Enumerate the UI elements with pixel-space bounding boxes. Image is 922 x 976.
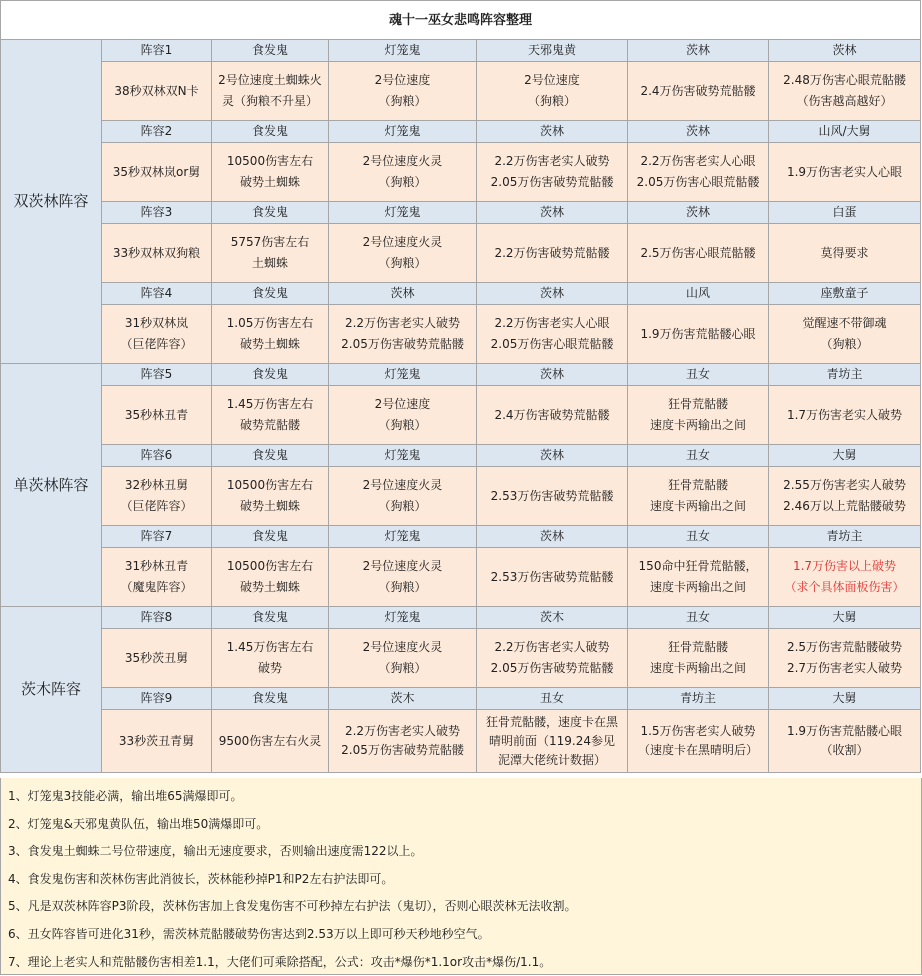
cell-line: 破势土蜘蛛: [239, 175, 300, 189]
cell-line: 土蜘蛛: [251, 256, 288, 270]
requirement-cell: [628, 548, 769, 607]
lineup-number: 阵容8: [102, 607, 212, 629]
lineup-detail-row: [1, 629, 921, 688]
cell-line: 35秒双林岚or舅: [112, 164, 201, 179]
cell-line: 1.7万伤害以上破势: [792, 559, 897, 573]
cell-line: （狗粮）: [378, 661, 427, 675]
cell-line: 2.05万伤害心眼荒骷髅: [636, 175, 760, 189]
cell-line: 1.9万伤害荒骷髅心眼: [640, 326, 756, 341]
requirement-cell: [212, 467, 329, 526]
cell-line: 2.2万伤害老实人破势: [494, 640, 610, 654]
requirement-cell: [212, 143, 329, 202]
requirement-cell: [329, 62, 477, 121]
cell-line: 灵（狗粮不升星）: [221, 94, 318, 108]
requirement-cell: [477, 143, 628, 202]
requirement-cell: [769, 548, 921, 607]
shikigami-name: 灯笼鬼: [329, 526, 477, 548]
shikigami-name: 茨林: [477, 202, 628, 224]
shikigami-name: 食发鬼: [212, 445, 329, 467]
cell-line: 2号位速度: [374, 397, 431, 411]
lineup-summary: [102, 143, 212, 202]
cell-line: 2.5万伤害荒骷髅破势: [786, 640, 903, 654]
shikigami-name: 茨林: [628, 202, 769, 224]
cell-line: 2.55万伤害老实人破势: [783, 478, 906, 492]
lineup-summary: [102, 62, 212, 121]
requirement-cell: [212, 386, 329, 445]
shikigami-name: 茨林: [477, 526, 628, 548]
cell-line: 破势: [257, 661, 282, 675]
cell-line: 1.7万伤害老实人破势: [786, 407, 903, 422]
note-line: 1、灯笼鬼3技能必满，输出堆65满爆即可。: [8, 789, 243, 803]
cell-line: 1.5万伤害老实人破势: [640, 724, 756, 738]
requirement-cell: [628, 305, 769, 364]
requirement-cell: [329, 305, 477, 364]
requirement-cell: [329, 143, 477, 202]
requirement-cell: [628, 62, 769, 121]
cell-line: 2.05万伤害破势荒骷髅: [341, 743, 464, 757]
shikigami-name: 大舅: [769, 445, 921, 467]
requirement-cell: [212, 710, 329, 773]
cell-line: （收割）: [820, 743, 869, 757]
cell-line: （速度卡在黑晴明后）: [637, 743, 758, 757]
shikigami-name: 茨林: [477, 283, 628, 305]
requirement-cell: [628, 629, 769, 688]
cell-line: 2.48万伤害心眼荒骷髅: [783, 73, 906, 87]
lineup-header-row: [1, 445, 921, 467]
group-label: 茨木阵容: [1, 607, 102, 773]
lineup-summary: [102, 548, 212, 607]
cell-line: 破势土蜘蛛: [239, 580, 300, 594]
shikigami-name: 食发鬼: [212, 40, 329, 62]
cell-line: 31秒双林岚: [124, 316, 189, 330]
requirement-cell: [628, 710, 769, 773]
shikigami-name: 青坊主: [628, 688, 769, 710]
lineup-header-row: [1, 526, 921, 548]
cell-line: （狗粮）: [378, 94, 427, 108]
cell-line: 2号位速度火灵: [362, 640, 443, 654]
requirement-cell: [769, 143, 921, 202]
requirement-cell: [477, 62, 628, 121]
lineup-summary: [102, 629, 212, 688]
cell-line: （狗粮）: [378, 175, 427, 189]
cell-line: 2号位速度火灵: [362, 154, 443, 168]
shikigami-name: 丑女: [628, 445, 769, 467]
note-line: 3、食发鬼土蜘蛛二号位带速度，输出无速度要求，否则输出速度需122以上。: [8, 844, 423, 859]
shikigami-name: 山风/大舅: [769, 121, 921, 143]
cell-line: 10500伤害左右: [226, 478, 314, 492]
lineup-detail-row: [1, 548, 921, 607]
shikigami-name: 茨林: [628, 40, 769, 62]
lineup-header-row: [1, 40, 921, 62]
cell-line: 2号位速度火灵: [362, 235, 443, 249]
shikigami-name: 食发鬼: [212, 283, 329, 305]
cell-line: 泥潭大佬统计数据）: [497, 752, 606, 767]
shikigami-name: 食发鬼: [212, 526, 329, 548]
cell-line: 2.2万伤害破势荒骷髅: [494, 245, 610, 260]
shikigami-name: 大舅: [769, 607, 921, 629]
lineup-detail-row: [1, 62, 921, 121]
cell-line: 狂骨荒骷髅: [667, 640, 728, 654]
cell-line: 2.53万伤害破势荒骷髅: [490, 569, 614, 584]
note-line: 4、食发鬼伤害和茨林伤害此消彼长，茨林能秒掉P1和P2左右护法即可。: [8, 871, 394, 886]
cell-line: 1.9万伤害老实人心眼: [786, 164, 903, 179]
cell-line: 2号位速度火灵: [362, 559, 443, 573]
shikigami-name: 食发鬼: [212, 202, 329, 224]
cell-line: 速度卡两输出之间: [649, 580, 746, 594]
requirement-cell: [329, 224, 477, 283]
requirement-cell: [769, 710, 921, 773]
lineup-header-row: [1, 121, 921, 143]
requirement-cell: [329, 548, 477, 607]
cell-line: （狗粮）: [378, 256, 427, 270]
cell-line: 狂骨荒骷髅: [667, 478, 728, 492]
cell-line: 2号位速度火灵: [362, 478, 443, 492]
cell-line: 速度卡两输出之间: [649, 418, 746, 432]
cell-line: 破势荒骷髅: [239, 418, 300, 432]
cell-line: （狗粮）: [820, 337, 869, 351]
requirement-cell: [212, 548, 329, 607]
cell-line: 晴明前面（119.24参见: [489, 733, 615, 748]
shikigami-name: 丑女: [628, 607, 769, 629]
cell-line: 2.2万伤害老实人破势: [494, 154, 610, 168]
note-line: 2、灯笼鬼&天邪鬼黄队伍，输出堆50满爆即可。: [8, 816, 269, 831]
shikigami-name: 山风: [628, 283, 769, 305]
note-line: 6、丑女阵容皆可进化31秒，需茨林荒骷髅破势伤害达到2.53万以上即可秒天秒地秒空气。: [8, 927, 490, 941]
cell-line: （巨佬阵容）: [120, 337, 193, 351]
cell-line: 2号位速度土蜘蛛火: [218, 73, 322, 87]
cell-line: （求个具体面板伤害）: [784, 580, 905, 594]
shikigami-name: 灯笼鬼: [329, 607, 477, 629]
requirement-cell: [329, 629, 477, 688]
note-line: 5、凡是双茨林阵容P3阶段，茨林伤害加上食发鬼伤害不可秒掉左右护法（鬼切），否则心眼茨林无法收割。: [8, 899, 577, 914]
requirement-cell: [628, 143, 769, 202]
requirement-cell: [628, 224, 769, 283]
cell-line: 2.2万伤害老实人心眼: [640, 154, 756, 168]
requirement-cell: [477, 710, 628, 773]
shikigami-name: 丑女: [477, 688, 628, 710]
lineup-number: 阵容4: [102, 283, 212, 305]
page-title: 魂十一巫女悲鸣阵容整理: [1, 1, 921, 40]
lineup-detail-row: [1, 710, 921, 773]
cell-line: 2.2万伤害老实人破势: [344, 316, 461, 330]
cell-line: 破势土蜘蛛: [239, 337, 300, 351]
requirement-cell: [769, 224, 921, 283]
shikigami-name: 茨林: [477, 364, 628, 386]
requirement-cell: [212, 629, 329, 688]
lineup-detail-row: [1, 224, 921, 283]
cell-line: 35秒林丑青: [124, 407, 189, 422]
shikigami-name: 茨林: [477, 445, 628, 467]
shikigami-name: 茨林: [628, 121, 769, 143]
notes-panel: [0, 778, 922, 975]
shikigami-name: 茨林: [329, 283, 477, 305]
cell-line: 1.45万伤害左右: [226, 397, 314, 411]
requirement-cell: [477, 305, 628, 364]
lineup-summary: [102, 467, 212, 526]
lineup-number: 阵容1: [102, 40, 212, 62]
lineup-detail-row: [1, 467, 921, 526]
cell-line: 2.05万伤害破势荒骷髅: [341, 337, 464, 351]
requirement-cell: [477, 467, 628, 526]
cell-line: 狂骨荒骷髅，速度卡在黑: [485, 714, 618, 729]
cell-line: 破势土蜘蛛: [239, 499, 300, 513]
lineup-number: 阵容6: [102, 445, 212, 467]
cell-line: 觉醒速不带御魂: [802, 316, 887, 330]
cell-line: 1.9万伤害荒骷髅心眼: [786, 724, 903, 738]
requirement-cell: [329, 386, 477, 445]
shikigami-name: 青坊主: [769, 364, 921, 386]
shikigami-name: 食发鬼: [212, 364, 329, 386]
requirement-cell: [628, 386, 769, 445]
lineup-header-row: [1, 688, 921, 710]
shikigami-name: 灯笼鬼: [329, 121, 477, 143]
shikigami-name: 丑女: [628, 364, 769, 386]
cell-line: 2号位速度: [524, 73, 580, 87]
cell-line: 5757伤害左右: [230, 235, 310, 249]
cell-line: 10500伤害左右: [226, 154, 314, 168]
cell-line: （魔鬼阵容）: [120, 580, 193, 594]
cell-line: 2.4万伤害破势荒骷髅: [494, 407, 610, 422]
lineup-number: 阵容7: [102, 526, 212, 548]
note-line: 7、理论上老实人和荒骷髅伤害相差1.1，大佬们可乘除搭配，公式：攻击*爆伤*1.1or攻击*爆伤/1.1。: [8, 954, 552, 969]
lineup-header-row: [1, 283, 921, 305]
requirement-cell: [329, 467, 477, 526]
lineup-summary: [102, 386, 212, 445]
cell-line: 33秒茨丑青舅: [118, 733, 195, 748]
cell-line: 32秒林丑舅: [124, 478, 189, 492]
lineup-number: 阵容3: [102, 202, 212, 224]
cell-line: 2.05万伤害心眼荒骷髅: [490, 337, 614, 351]
requirement-cell: [212, 305, 329, 364]
cell-line: 31秒林丑青: [124, 559, 189, 573]
cell-line: 10500伤害左右: [226, 559, 314, 573]
cell-line: （狗粮）: [378, 418, 427, 432]
cell-line: 150命中狂骨荒骷髅，: [638, 559, 758, 573]
lineup-detail-row: [1, 386, 921, 445]
shikigami-name: 白蛋: [769, 202, 921, 224]
shikigami-name: 灯笼鬼: [329, 364, 477, 386]
requirement-cell: [769, 386, 921, 445]
shikigami-name: 丑女: [628, 526, 769, 548]
lineup-summary: [102, 305, 212, 364]
shikigami-name: 灯笼鬼: [329, 40, 477, 62]
cell-line: 速度卡两输出之间: [649, 499, 746, 513]
cell-line: 35秒茨丑舅: [124, 650, 189, 665]
requirement-cell: [212, 224, 329, 283]
requirement-cell: [212, 62, 329, 121]
shikigami-name: 茨林: [477, 121, 628, 143]
shikigami-name: 食发鬼: [212, 607, 329, 629]
cell-line: 1.45万伤害左右: [226, 640, 314, 654]
cell-line: 2.05万伤害破势荒骷髅: [490, 661, 614, 675]
requirement-cell: [769, 305, 921, 364]
requirement-cell: [477, 548, 628, 607]
requirement-cell: [477, 224, 628, 283]
requirement-cell: [477, 629, 628, 688]
cell-line: 2.46万以上荒骷髅破势: [783, 499, 906, 513]
requirement-cell: [628, 467, 769, 526]
cell-line: （巨佬阵容）: [120, 499, 193, 513]
requirement-cell: [477, 386, 628, 445]
shikigami-name: 茨木: [477, 607, 628, 629]
cell-line: 2.4万伤害破势荒骷髅: [640, 83, 756, 98]
cell-line: 狂骨荒骷髅: [667, 397, 728, 411]
cell-line: 1.05万伤害左右: [226, 316, 314, 330]
shikigami-name: 天邪鬼黄: [477, 40, 628, 62]
cell-line: 莫得要求: [820, 245, 869, 260]
lineup-header-row: [1, 202, 921, 224]
cell-line: （狗粮）: [378, 499, 427, 513]
shikigami-name: 食发鬼: [212, 688, 329, 710]
cell-line: 2.2万伤害老实人破势: [344, 724, 461, 738]
cell-line: 33秒双林双狗粮: [112, 245, 201, 260]
requirement-cell: [769, 629, 921, 688]
cell-line: 38秒双林双N卡: [114, 83, 199, 98]
shikigami-name: 大舅: [769, 688, 921, 710]
cell-line: （狗粮）: [527, 94, 576, 108]
lineup-header-row: [1, 607, 921, 629]
shikigami-name: 灯笼鬼: [329, 445, 477, 467]
lineup-detail-row: [1, 305, 921, 364]
cell-line: 2号位速度: [374, 73, 431, 87]
shikigami-name: 灯笼鬼: [329, 202, 477, 224]
cell-line: 2.53万伤害破势荒骷髅: [490, 488, 614, 503]
lineup-summary: [102, 710, 212, 773]
shikigami-name: 座敷童子: [769, 283, 921, 305]
requirement-cell: [769, 62, 921, 121]
lineup-detail-row: [1, 143, 921, 202]
shikigami-name: 食发鬼: [212, 121, 329, 143]
cell-line: 2.2万伤害老实人心眼: [494, 316, 610, 330]
lineup-number: 阵容5: [102, 364, 212, 386]
lineup-header-row: [1, 364, 921, 386]
shikigami-name: 青坊主: [769, 526, 921, 548]
cell-line: 9500伤害左右火灵: [218, 733, 322, 748]
cell-line: 2.5万伤害心眼荒骷髅: [640, 245, 756, 260]
lineup-number: 阵容9: [102, 688, 212, 710]
lineup-summary: [102, 224, 212, 283]
cell-line: （狗粮）: [378, 580, 427, 594]
cell-line: （伤害越高越好）: [796, 94, 893, 108]
cell-line: 2.7万伤害老实人破势: [786, 661, 903, 675]
group-label: 单茨林阵容: [1, 364, 102, 607]
shikigami-name: 茨木: [329, 688, 477, 710]
cell-line: 速度卡两输出之间: [649, 661, 746, 675]
requirement-cell: [329, 710, 477, 773]
lineup-number: 阵容2: [102, 121, 212, 143]
group-label: 双茨林阵容: [1, 40, 102, 364]
shikigami-name: 茨林: [769, 40, 921, 62]
requirement-cell: [769, 467, 921, 526]
cell-line: 2.05万伤害破势荒骷髅: [490, 175, 614, 189]
